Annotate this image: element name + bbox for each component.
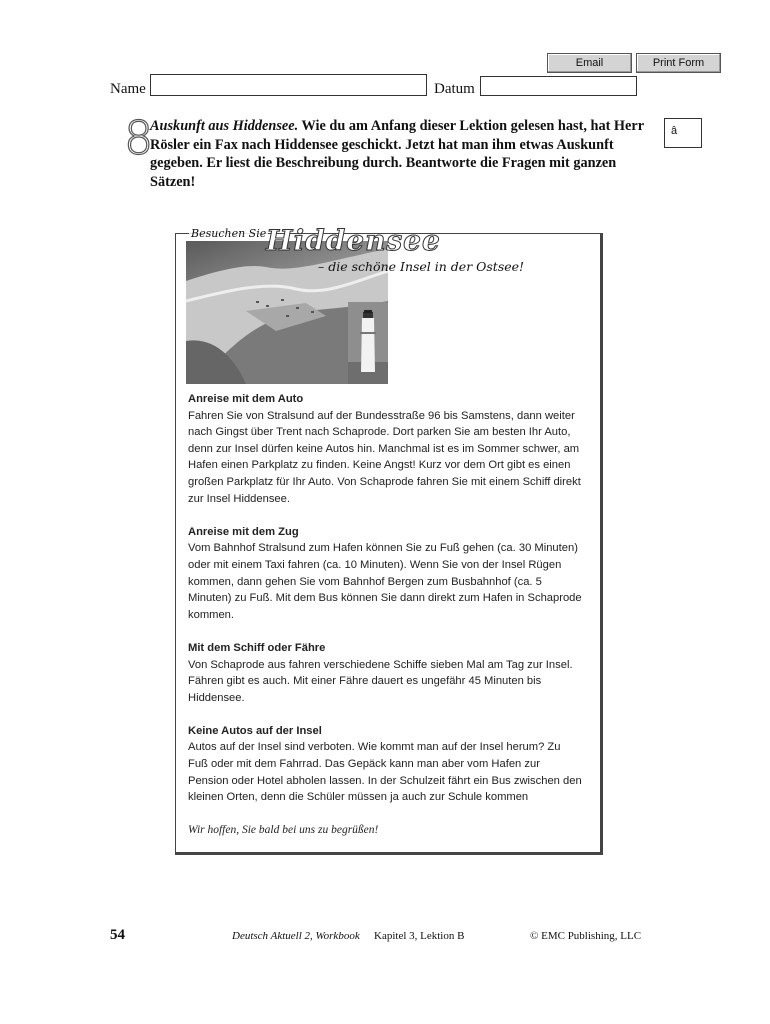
brochure-closing: Wir hoffen, Sie bald bei uns zu begrüßen! — [188, 824, 379, 837]
email-button[interactable]: Email — [547, 53, 632, 73]
brochure-title: Hiddensee — [266, 224, 441, 257]
brochure-pretitle: Besuchen Sie — [191, 227, 267, 240]
score-field[interactable]: â — [664, 118, 702, 148]
section-heading: Mit dem Schiff oder Fähre — [188, 641, 326, 654]
date-field[interactable] — [480, 76, 637, 96]
section-heading: Anreise mit dem Auto — [188, 393, 304, 405]
date-label: Datum — [434, 81, 475, 97]
lighthouse-photo — [348, 302, 388, 384]
section-heading: Keine Autos auf der Insel — [188, 724, 322, 737]
exercise-instruction-text: Wie du am Anfang dieser Lektion gelesen hast, hat Herr Rösler ein Fax nach Hiddensee geschickt. Jetzt hat man ihm etwas Auskunft gegeben. Er liest die Beschreibung durch. Beantworte die Fragen mit ganzen Sätzen! — [150, 118, 644, 190]
exercise-title: Auskunft aus Hiddensee. — [150, 118, 299, 134]
footer-copyright: © EMC Publishing, LLC — [530, 930, 642, 942]
brochure-tagline: – die schöne Insel in der Ostsee! — [318, 259, 525, 274]
exercise-number: 8 — [124, 111, 154, 165]
section-text: Autos auf der Insel sind verboten. Wie kommt man auf der Insel herum? Zu Fuß oder mit dem Fahrrad. Das Gepäck kann man aber vom Hafen zur Pension oder Hotel abholen lassen. In der Schulzeit fährt ein Bus zwischen den kleinen Orten, denn die Schüler müssen ja auch zur Schule kommen — [188, 741, 582, 804]
print-form-button[interactable]: Print Form — [636, 53, 721, 73]
exercise-instruction — [150, 117, 650, 191]
page-number: 54 — [110, 927, 125, 943]
section-text: Fahren Sie von Stralsund auf der Bundesstraße 96 bis Samstens, dann weiter nach Gingst über Trent nach Schaprode. Dort parken Sie am besten Ihr Auto, denn zur Insel dürfen keine Autos hin. Manchmal ist es im Sommer schwer, am Hafen einen Parkplatz zu finden. Keine Angst! Kurz vor dem Ort gibt es einen großen Parkplatz für Ihr Auto. Von Schaprode fahren Sie mit einem Schiff direkt zur Insel Hiddensee. — [188, 409, 581, 505]
section-text: Von Schaprode aus fahren verschiedene Schiffe sieben Mal am Tag zur Insel. Fähren gibt es auch. Mit einer Fähre dauert es ungefähr 45 Minuten bis Hiddensee. — [188, 658, 573, 704]
footer-chapter: Kapitel 3, Lektion B — [374, 930, 465, 942]
name-label: Name — [110, 81, 146, 97]
footer-book-title: Deutsch Aktuell 2, Workbook — [232, 930, 360, 942]
brochure-content — [188, 391, 583, 839]
section-heading: Anreise mit dem Zug — [188, 525, 299, 538]
name-field[interactable] — [150, 74, 427, 96]
section-text: Vom Bahnhof Stralsund zum Hafen können Sie zu Fuß gehen (ca. 30 Minuten) oder mit einem Taxi fahren (ca. 10 Minuten). Wenn Sie von der Insel Rügen kommen, dann gehen Sie vom Bahnhof Bergen zum Busbahnhof (ca. 5 Minuten) zu Fuß. Mit dem Bus können Sie dann direkt zum Hafen in Schaprode kommen. — [188, 542, 582, 621]
